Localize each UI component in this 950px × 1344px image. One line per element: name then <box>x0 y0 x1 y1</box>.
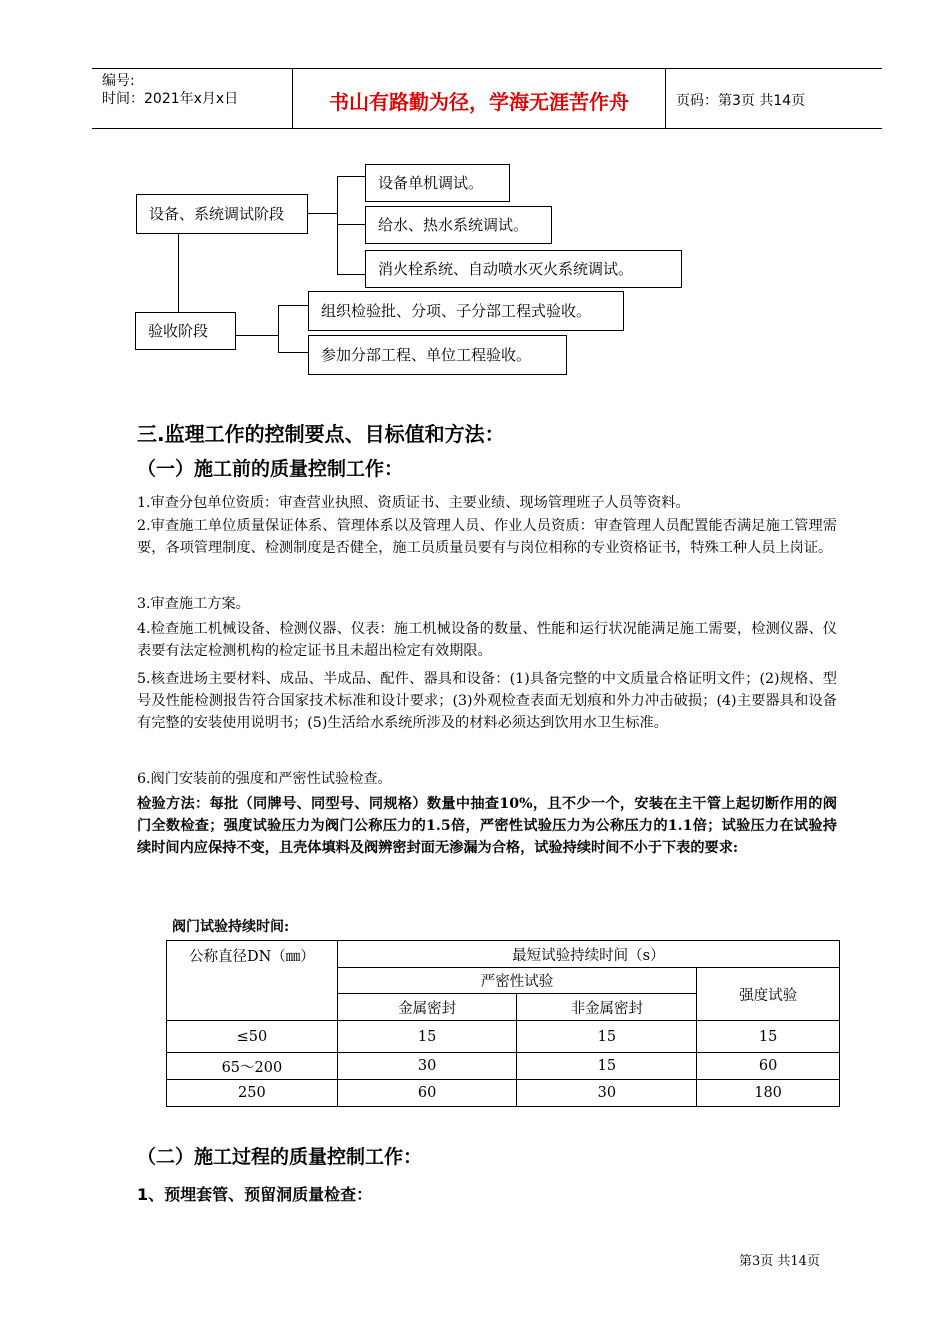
table-row <box>167 1021 840 1053</box>
paragraph: 4.检查施工机械设备、检测仪器、仪表：施工机械设备的数量、性能和运行状况能满足施工需要，检测仪器、仪表要有法定检测机构的检定证书且未超出检定有效期限。 <box>137 621 837 659</box>
section-title: 三.监理工作的控制要点、目标值和方法： <box>137 422 505 446</box>
header-cell-strength: 强度试验 <box>697 968 840 1021</box>
table-cell: 60 <box>337 1080 517 1107</box>
diagram-branch1-leaf2 <box>337 224 365 225</box>
footer-page-number: 第3页 共14页 <box>739 1254 820 1269</box>
table-cell: ≤50 <box>167 1021 338 1053</box>
diagram-branch2-vertical <box>278 305 279 352</box>
header-cell-nonmetal-seal: 非金属密封 <box>517 994 697 1021</box>
inspection-method: 检验方法：每批（同牌号、同型号、同规格）数量中抽查10%，且不少一个，安装在主干管上起切断作用的阀门全数检查；强度试验压力为阀门公称压力的1.5倍，严密性试验压力为公称压力的1.1倍；试验压力在试验持续时间内应保持不变，且壳体填料及阀辨密封面无渗漏为合格，试验持续时间不小于下表的要求: <box>137 796 837 856</box>
diagram-branch2-leaf2 <box>278 352 308 353</box>
diagram-branch2-leaf1 <box>278 305 308 306</box>
diagram-branch1-stub <box>307 213 337 214</box>
table-cell: 15 <box>517 1053 697 1080</box>
stage-box-acceptance: 验收阶段 <box>135 312 236 350</box>
paragraph: 6.阀门安装前的强度和严密性试验检查。 <box>137 771 392 787</box>
table-cell: 15 <box>697 1021 840 1053</box>
subsection-title-pre-construction: （一）施工前的质量控制工作： <box>137 458 404 480</box>
table-row <box>167 1080 840 1107</box>
stage2-item-box: 参加分部工程、单位工程验收。 <box>308 335 567 375</box>
table-cell: 15 <box>337 1021 517 1053</box>
stage2-item-box: 组织检验批、分项、子分部工程式验收。 <box>308 291 624 331</box>
table-cell: 60 <box>697 1053 840 1080</box>
diagram-branch1-leaf1 <box>337 176 365 177</box>
diagram-branch2-stub <box>236 335 278 336</box>
table-cell: 65～200 <box>167 1053 338 1080</box>
header-cell-min-time: 最短试验持续时间（s） <box>337 941 839 968</box>
header-page-label: 页码：第3页 共14页 <box>676 93 806 109</box>
header-divider-left <box>292 68 293 128</box>
header-divider-right <box>665 68 666 128</box>
table-row <box>167 1053 840 1080</box>
item-heading-sleeves: 1、预埋套管、预留洞质量检查： <box>137 1185 373 1204</box>
diagram-branch1-vertical <box>337 176 338 274</box>
diagram-branch1-leaf3 <box>337 274 365 275</box>
paragraph: 3.审查施工方案。 <box>137 596 250 612</box>
valve-test-duration-table <box>166 940 840 1107</box>
table-caption: 阀门试验持续时间: <box>172 919 290 935</box>
header-motto: 书山有路勤为径，学海无涯苦作舟 <box>329 90 629 114</box>
stage1-item-box: 消火栓系统、自动喷水灭火系统调试。 <box>365 250 682 288</box>
diagram-trunk-line <box>178 233 179 313</box>
paragraph: 5.核查进场主要材料、成品、半成品、配件、器具和设备：(1)具备完整的中文质量合格证明文件；(2)规格、型号及性能检测报告符合国家技术标准和设计要求；(3)外观检查表面无划痕和外力冲击破损；(4)主要器具和设备有完整的安装使用说明书；(5)生活给水系统所涉及的材料必须达到饮用水卫生标准。 <box>137 671 837 731</box>
table-cell: 30 <box>337 1053 517 1080</box>
subsection-title-in-process: （二）施工过程的质量控制工作： <box>137 1146 423 1168</box>
header-top-rule <box>92 68 882 69</box>
header-serial-label: 编号: <box>102 73 135 89</box>
header-bottom-rule <box>92 128 882 129</box>
paragraph: 1.审查分包单位资质：审查营业执照、资质证书、主要业绩、现场管理班子人员等资料。 <box>137 495 690 511</box>
stage1-item-box: 设备单机调试。 <box>365 164 510 202</box>
table-cell: 15 <box>517 1021 697 1053</box>
stage1-item-box: 给水、热水系统调试。 <box>365 206 552 244</box>
header-time-label: 时间：2021年x月x日 <box>102 91 239 107</box>
header-cell-metal-seal: 金属密封 <box>337 994 517 1021</box>
table-cell: 180 <box>697 1080 840 1107</box>
table-cell: 30 <box>517 1080 697 1107</box>
header-cell-dn: 公称直径DN（㎜） <box>167 941 338 1021</box>
paragraph: 2.审查施工单位质量保证体系、管理体系以及管理人员、作业人员资质：审查管理人员配置能否满足施工管理需要，各项管理制度、检测制度是否健全，施工员质量员要有与岗位相称的专业资格证书，特殊工种人员上岗证。 <box>137 518 837 556</box>
table-cell: 250 <box>167 1080 338 1107</box>
header-cell-tightness: 严密性试验 <box>337 968 696 994</box>
stage-box-commissioning: 设备、系统调试阶段 <box>136 194 308 234</box>
